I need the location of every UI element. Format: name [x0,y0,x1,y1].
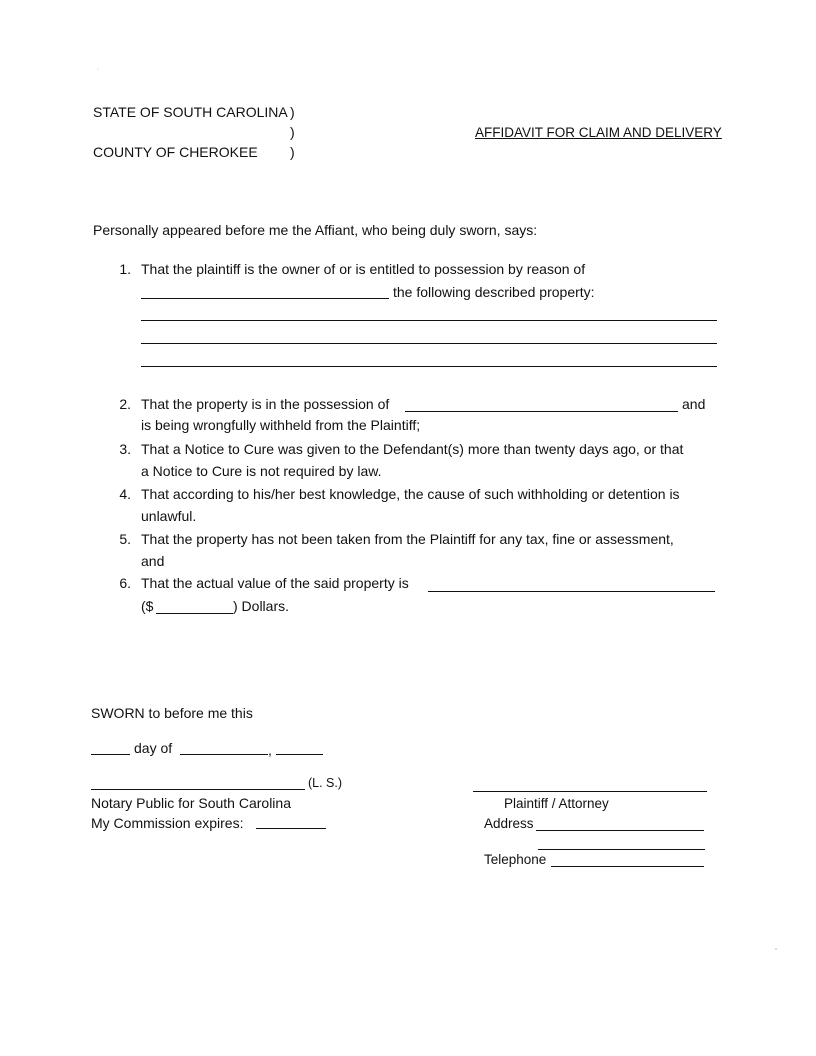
item-2-line1: That the property is in the possession of [141,396,390,412]
seal-label: (L. S.) [308,776,343,790]
item-number: 4. [119,486,131,502]
item-4-line2: unlawful. [141,508,197,524]
item-6-line1: That the actual value of the said property is [141,575,409,591]
item-number: 6. [119,575,131,591]
item-6-dollar-suffix: ) Dollars. [233,598,290,614]
address-line[interactable] [536,830,704,831]
commission-expires-blank[interactable] [256,828,326,829]
item-5-line2: and [141,553,165,569]
day-blank[interactable] [91,754,130,755]
possessor-blank[interactable] [405,411,678,412]
notary-signature-line[interactable] [91,789,305,790]
commission-label: My Commission expires: [91,815,244,831]
year-blank[interactable] [276,754,323,755]
caption-state: STATE OF SOUTH CAROLINA [93,104,288,120]
property-description-line[interactable] [141,366,717,367]
item-2-line2: is being wrongfully withheld from the Plaintiff; [141,417,421,433]
property-value-blank[interactable] [428,591,715,592]
document-title: AFFIDAVIT FOR CLAIM AND DELIVERY [475,125,722,140]
item-1-line1: That the plaintiff is the owner of or is entitled to possession by reason of [141,261,586,277]
address-label: Address [484,816,534,831]
item-number: 3. [119,441,131,457]
item-4-line1: That according to his/her best knowledge, the cause of such withholding or detention is [141,486,680,502]
dollar-amount-blank[interactable] [156,613,233,614]
item-2-and: and [682,396,706,412]
date-comma: , [268,742,272,758]
property-description-line[interactable] [141,320,717,321]
intro-text: Personally appeared before me the Affiant, who being duly sworn, says: [93,222,538,238]
owner-reason-blank[interactable] [141,298,389,299]
item-number: 5. [119,531,131,547]
telephone-line[interactable] [551,866,704,867]
plaintiff-attorney-label: Plaintiff / Attorney [504,796,609,811]
caption-paren: ) [290,144,295,160]
item-5-line1: That the property has not been taken from the Plaintiff for any tax, fine or assessment, [141,531,674,547]
caption-county: COUNTY OF CHEROKEE [93,144,258,160]
item-3-line2: a Notice to Cure is not required by law. [141,463,382,479]
month-blank[interactable] [180,754,268,755]
caption-paren: ) [290,124,295,140]
day-of-text: day of [134,740,173,756]
sworn-text: SWORN to before me this [91,705,253,721]
item-number: 1. [119,261,131,277]
scan-speck [775,948,777,950]
scan-speck [97,68,99,70]
telephone-label: Telephone [484,852,547,867]
item-number: 2. [119,396,131,412]
plaintiff-signature-line[interactable] [473,791,707,792]
item-6-dollar-prefix: ($ [141,598,154,614]
item-1-line2: the following described property: [393,284,595,300]
item-3-line1: That a Notice to Cure was given to the Defendant(s) more than twenty days ago, or that [141,441,684,457]
address-line-2[interactable] [538,849,705,850]
caption-paren: ) [290,104,295,120]
property-description-line[interactable] [141,343,717,344]
notary-label: Notary Public for South Carolina [91,795,291,811]
